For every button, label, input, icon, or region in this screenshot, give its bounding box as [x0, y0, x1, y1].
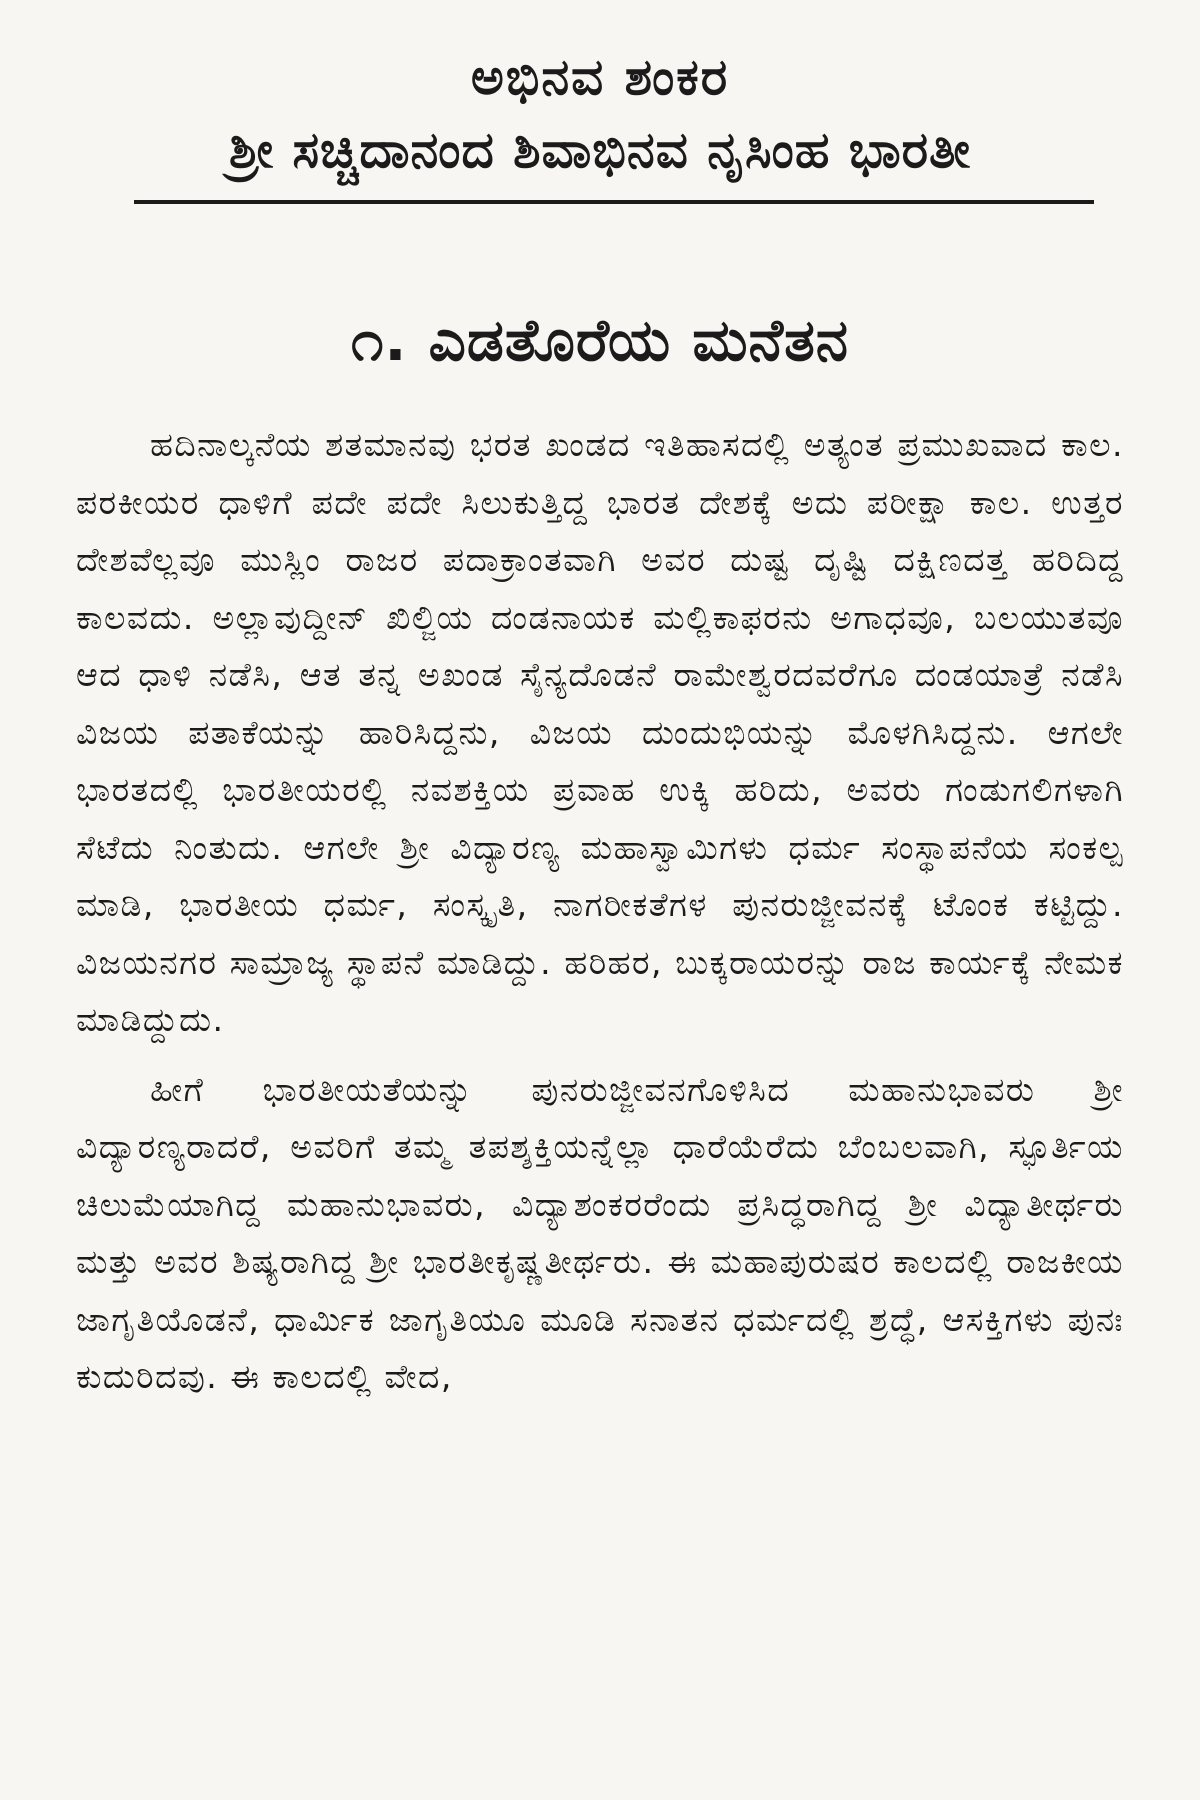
paragraph-1: ಹದಿನಾಲ್ಕನೆಯ ಶತಮಾನವು ಭರತ ಖಂಡದ ಇತಿಹಾಸದಲ್ಲಿ ಅತ್ಯಂತ ಪ್ರಮುಖವಾದ ಕಾಲ. ಪರಕೀಯರ ಧಾಳಿಗೆ ಪದೇ ಪದೇ ಸಿಲುಕುತ್ತಿದ್ದ ಭಾರತ ದೇಶಕ್ಕೆ ಅದು ಪರೀಕ್ಷಾ ಕಾಲ. ಉತ್ತರ ದೇಶವೆಲ್ಲವೂ ಮುಸ್ಲಿಂ ರಾಜರ ಪದಾಕ್ರಾಂತವಾಗಿ ಅವರ ದುಷ್ಟ ದೃಷ್ಟಿ ದಕ್ಷಿಣದತ್ತ ಹರಿದಿದ್ದ ಕಾಲವದು. ಅಲ್ಲಾವುದ್ದೀನ್ ಖಿಲ್ಜಿಯ ದಂಡನಾಯಕ ಮಲ್ಲಿಕಾಫರನು ಅಗಾಧವೂ, ಬಲಯುತವೂ ಆದ ಧಾಳಿ ನಡೆಸಿ, ಆತ ತನ್ನ ಅಖಂಡ ಸೈನ್ಯದೊಡನೆ ರಾಮೇಶ್ವರದವರೆಗೂ ದಂಡಯಾತ್ರೆ ನಡೆಸಿ ವಿಜಯ ಪತಾಕೆಯನ್ನು ಹಾರಿಸಿದ್ದನು, ವಿಜಯ ದುಂದುಭಿಯನ್ನು ಮೊಳಗಿಸಿದ್ದನು. ಆಗಲೇ ಭಾರತದಲ್ಲಿ ಭಾರತೀಯರಲ್ಲಿ ನವಶಕ್ತಿಯ ಪ್ರವಾಹ ಉಕ್ಕಿ ಹರಿದು, ಅವರು ಗಂಡುಗಲಿಗಳಾಗಿ ಸೆಟೆದು ನಿಂತುದು. ಆಗಲೇ ಶ್ರೀ ವಿದ್ಯಾರಣ್ಯ ಮಹಾಸ್ವಾಮಿಗಳು ಧರ್ಮ ಸಂಸ್ಥಾಪನೆಯ ಸಂಕಲ್ಪ ಮಾಡಿ, ಭಾರತೀಯ ಧರ್ಮ, ಸಂಸ್ಕೃತಿ, ನಾಗರೀಕತೆಗಳ ಪುನರುಜ್ಜೀವನಕ್ಕೆ ಟೊಂಕ ಕಟ್ಟಿದ್ದು. ವಿಜಯನಗರ ಸಾಮ್ರಾಜ್ಯ ಸ್ಥಾಪನೆ ಮಾಡಿದ್ದು. ಹರಿಹರ, ಬುಕ್ಕರಾಯರನ್ನು ರಾಜ ಕಾರ್ಯಕ್ಕೆ ನೇಮಕ ಮಾಡಿದ್ದುದು. [76, 425, 1125, 1039]
chapter-title: ೧. ಎಡತೊರೆಯ ಮನೆತನ [350, 306, 850, 374]
running-head-title: ಅಭಿನವ ಶಂಕರ [470, 48, 730, 106]
chapter-body [76, 416, 1124, 1406]
running-head [76, 40, 1124, 204]
paragraph-2: ಹೀಗೆ ಭಾರತೀಯತೆಯನ್ನು ಪುನರುಜ್ಜೀವನಗೊಳಿಸಿದ ಮಹಾನುಭಾವರು ಶ್ರೀ ವಿದ್ಯಾರಣ್ಯರಾದರೆ, ಅವರಿಗೆ ತಮ್ಮ ತಪಶ್ಶಕ್ತಿಯನ್ನೆಲ್ಲಾ ಧಾರೆಯೆರೆದು ಬೆಂಬಲವಾಗಿ, ಸ್ಫೂರ್ತಿಯ ಚಿಲುಮೆಯಾಗಿದ್ದ ಮಹಾನುಭಾವರು, ವಿದ್ಯಾಶಂಕರರೆಂದು ಪ್ರಸಿದ್ಧರಾಗಿದ್ದ ಶ್ರೀ ವಿದ್ಯಾತೀರ್ಥರು ಮತ್ತು ಅವರ ಶಿಷ್ಯರಾಗಿದ್ದ ಶ್ರೀ ಭಾರತೀಕೃಷ್ಣತೀರ್ಥರು. ಈ ಮಹಾಪುರುಷರ ಕಾಲದಲ್ಲಿ ರಾಜಕೀಯ ಜಾಗೃತಿಯೊಡನೆ, ಧಾರ್ಮಿಕ ಜಾಗೃತಿಯೂ ಮೂಡಿ ಸನಾತನ ಧರ್ಮದಲ್ಲಿ ಶ್ರದ್ಧೆ, ಆಸಕ್ತಿಗಳು ಪುನಃ ಕುದುರಿದವು. ಈ ಕಾಲದಲ್ಲಿ ವೇದ, [76, 1069, 1124, 1396]
running-head-subtitle: ಶ್ರೀ ಸಚ್ಚಿದಾನಂದ ಶಿವಾಭಿನವ ನೃಸಿಂಹ ಭಾರತೀ [229, 121, 971, 179]
header-rule [134, 200, 1094, 204]
